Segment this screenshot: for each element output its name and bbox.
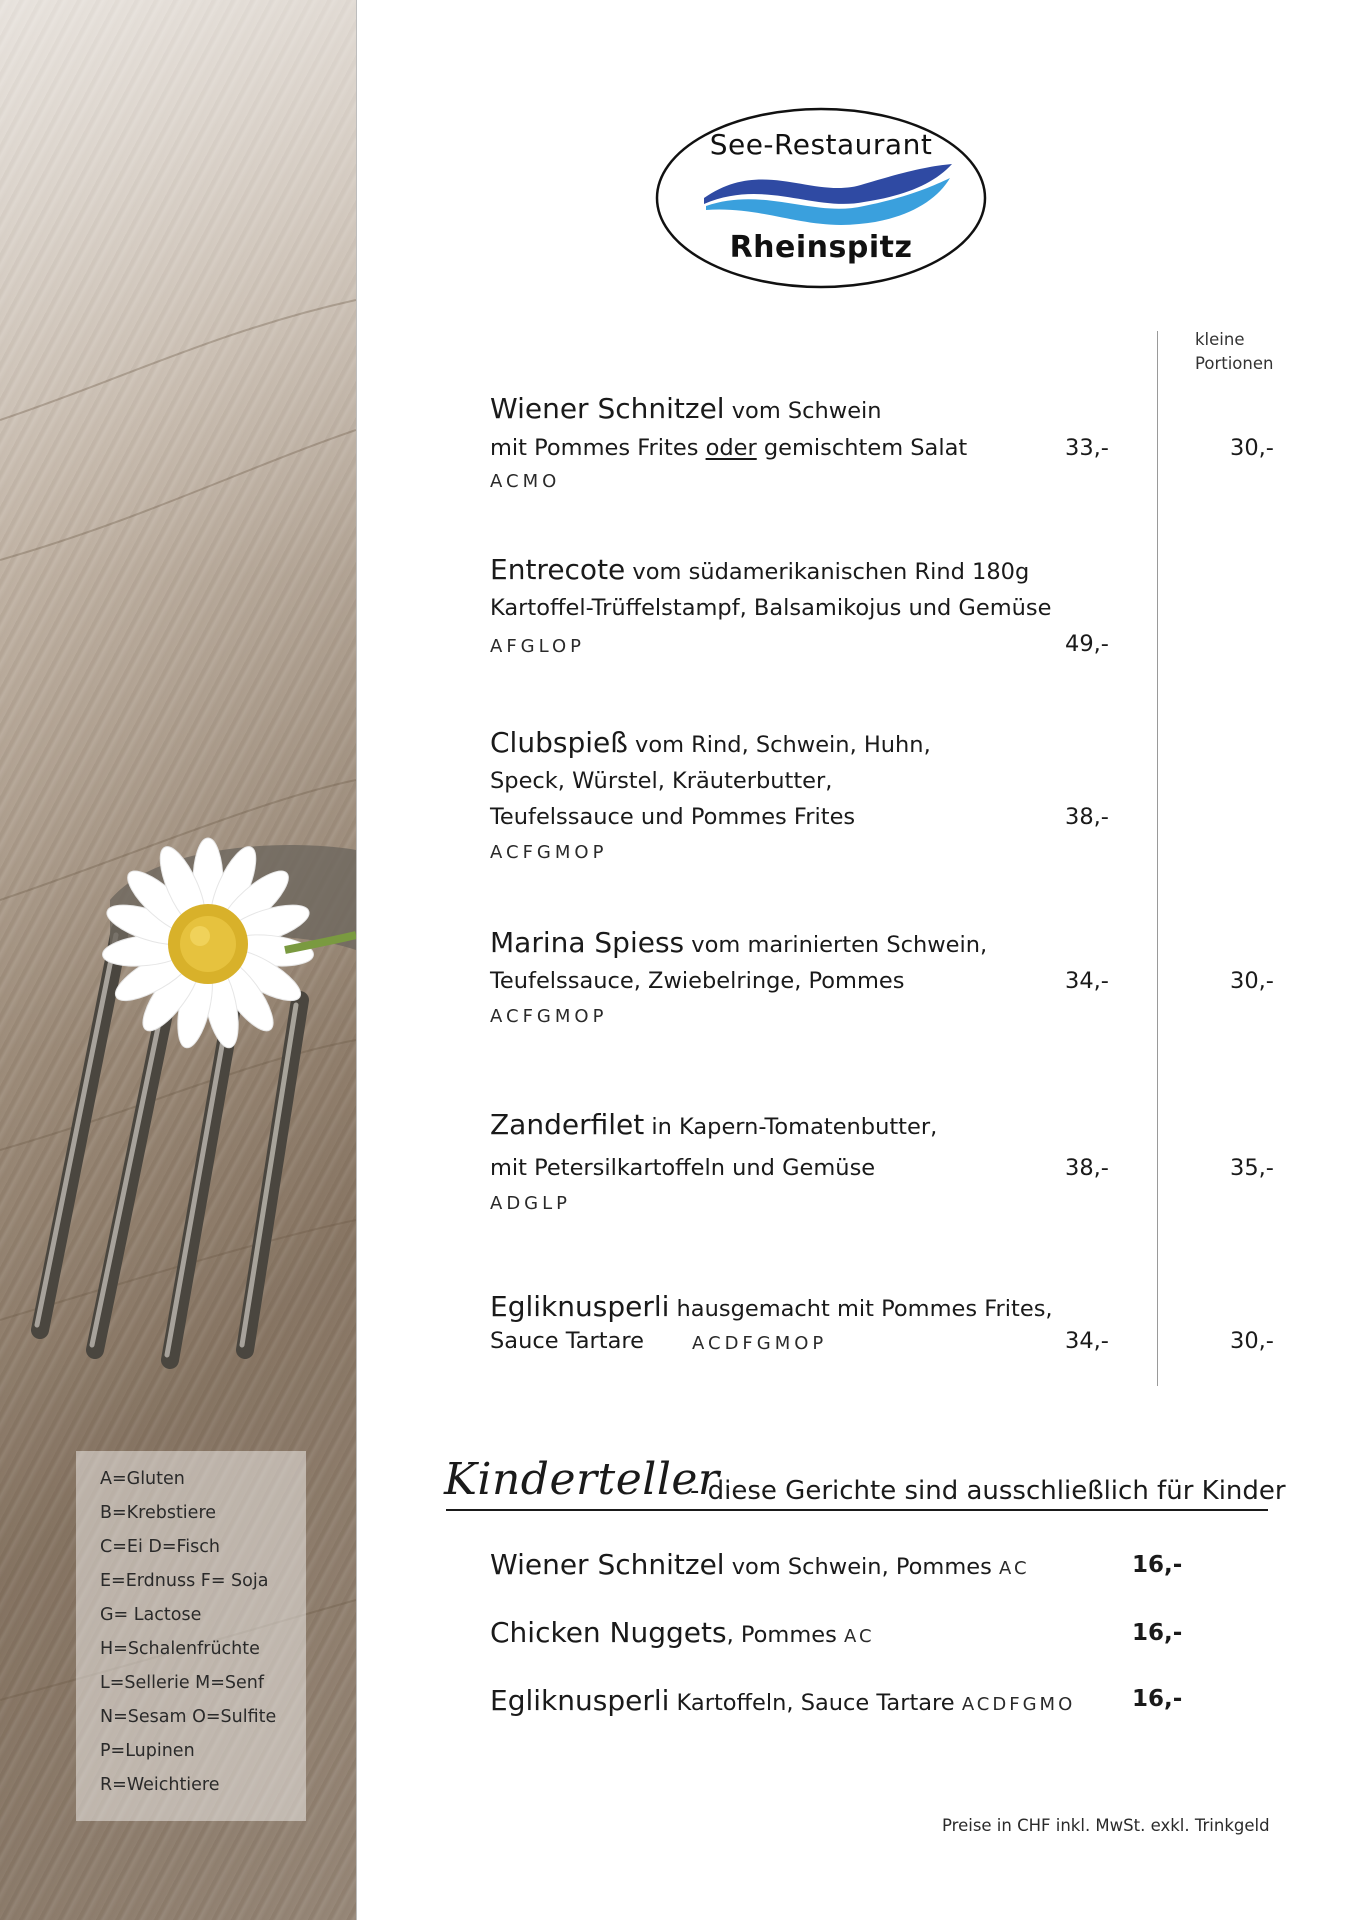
dish-title (490, 1108, 937, 1141)
dish-small-price: 30,- (1230, 435, 1274, 461)
legend-line: H=Schalenfrüchte (100, 1639, 260, 1659)
dish-allergens: ACDFGMOP (692, 1333, 828, 1354)
dish-desc: vom marinierten Schwein, (684, 932, 988, 958)
kids-item-allergens: AC (843, 1626, 875, 1647)
decorative-photo-panel (0, 0, 356, 1920)
dish-line: Sauce Tartare (490, 1328, 644, 1354)
logo-text-top: See-Restaurant (709, 128, 933, 161)
logo-text-bottom: Rheinspitz (729, 230, 913, 265)
dish-line: Speck, Würstel, Kräuterbutter, (490, 768, 833, 794)
dish-allergens: ADGLP (490, 1193, 572, 1214)
legend-line: P=Lupinen (100, 1741, 195, 1761)
kids-item (490, 1548, 1030, 1581)
dish-name: Wiener Schnitzel (490, 392, 725, 425)
legend-line: E=Erdnuss F= Soja (100, 1571, 269, 1591)
dish-name: Clubspieß (490, 726, 628, 759)
dish-title (490, 726, 931, 759)
dish-allergens: ACFGMOP (490, 842, 608, 863)
legend-line: C=Ei D=Fisch (100, 1537, 220, 1557)
column-divider (1157, 331, 1158, 1386)
small-portions-header: kleine Portionen (1195, 330, 1274, 373)
dish-name: Zanderfilet (490, 1108, 645, 1141)
panel-divider (356, 0, 357, 1920)
dish-desc: vom südamerikanischen Rind 180g (625, 559, 1030, 585)
dish-allergens: ACMO (490, 471, 561, 492)
restaurant-logo (654, 106, 988, 290)
dish-price: 33,- (1065, 435, 1109, 461)
kids-item-price: 16,- (1132, 1686, 1183, 1712)
dish-desc: hausgemacht mit Pommes Frites, (669, 1296, 1053, 1322)
dish-line: mit Petersilkartoffeln und Gemüse (490, 1155, 876, 1181)
dish-small-price: 35,- (1230, 1155, 1274, 1181)
legend-line: A=Gluten (100, 1469, 185, 1489)
kids-item (490, 1616, 875, 1649)
kids-item-allergens: ACDFGMO (961, 1694, 1076, 1715)
dish-price: 34,- (1065, 1328, 1109, 1354)
kids-item-name: Egliknusperli (490, 1684, 670, 1717)
dish-price: 38,- (1065, 804, 1109, 830)
kids-section-title: Kinderteller (444, 1454, 720, 1505)
kids-item-price: 16,- (1132, 1552, 1183, 1578)
dish-price: 34,- (1065, 968, 1109, 994)
legend-line: R=Weichtiere (100, 1775, 220, 1795)
legend-line: N=Sesam O=Sulfite (100, 1707, 277, 1727)
kids-item-allergens: AC (998, 1558, 1030, 1579)
dish-title (490, 926, 987, 959)
kids-item-desc: , Pommes (726, 1622, 844, 1648)
kids-section-rule (446, 1509, 1268, 1511)
dish-price: 38,- (1065, 1155, 1109, 1181)
dish-desc: vom Rind, Schwein, Huhn, (627, 732, 931, 758)
dish-allergens: ACFGMOP (490, 1006, 608, 1027)
emphasis-or: oder (705, 435, 757, 461)
kids-section-subtitle: - diese Gerichte sind ausschließlich für Kinder (690, 1476, 1286, 1506)
price-footnote: Preise in CHF inkl. MwSt. exkl. Trinkgeld (942, 1816, 1270, 1835)
dish-name: Marina Spiess (490, 926, 685, 959)
legend-line: B=Krebstiere (100, 1503, 217, 1523)
dish-allergens: AFGLOP (490, 636, 586, 657)
kids-item (490, 1684, 1075, 1717)
dish-name: Egliknusperli (490, 1290, 670, 1323)
dish-title (490, 553, 1029, 586)
dish-desc: vom Schwein (724, 398, 882, 424)
allergen-legend (76, 1451, 306, 1821)
dish-line: Kartoffel-Trüffelstampf, Balsamikojus und Gemüse (490, 595, 1052, 621)
kids-item-name: Wiener Schnitzel (490, 1548, 725, 1581)
dish-small-price: 30,- (1230, 1328, 1274, 1354)
kids-item-price: 16,- (1132, 1620, 1183, 1646)
kids-item-name: Chicken Nuggets (490, 1616, 727, 1649)
dish-name: Entrecote (490, 553, 626, 586)
dish-line: mit Pommes Frites oder gemischtem Salat (490, 435, 968, 461)
kids-item-desc: Kartoffeln, Sauce Tartare (669, 1690, 962, 1716)
legend-line: G= Lactose (100, 1605, 202, 1625)
dish-title (490, 1290, 1053, 1323)
kids-item-desc: vom Schwein, Pommes (724, 1554, 999, 1580)
dish-price: 49,- (1065, 631, 1109, 657)
dish-line: Teufelssauce, Zwiebelringe, Pommes (490, 968, 905, 994)
dish-title (490, 392, 882, 425)
legend-line: L=Sellerie M=Senf (100, 1673, 265, 1693)
dish-desc: in Kapern-Tomatenbutter, (644, 1114, 938, 1140)
dish-small-price: 30,- (1230, 968, 1274, 994)
dish-line: Teufelssauce und Pommes Frites (490, 804, 856, 830)
